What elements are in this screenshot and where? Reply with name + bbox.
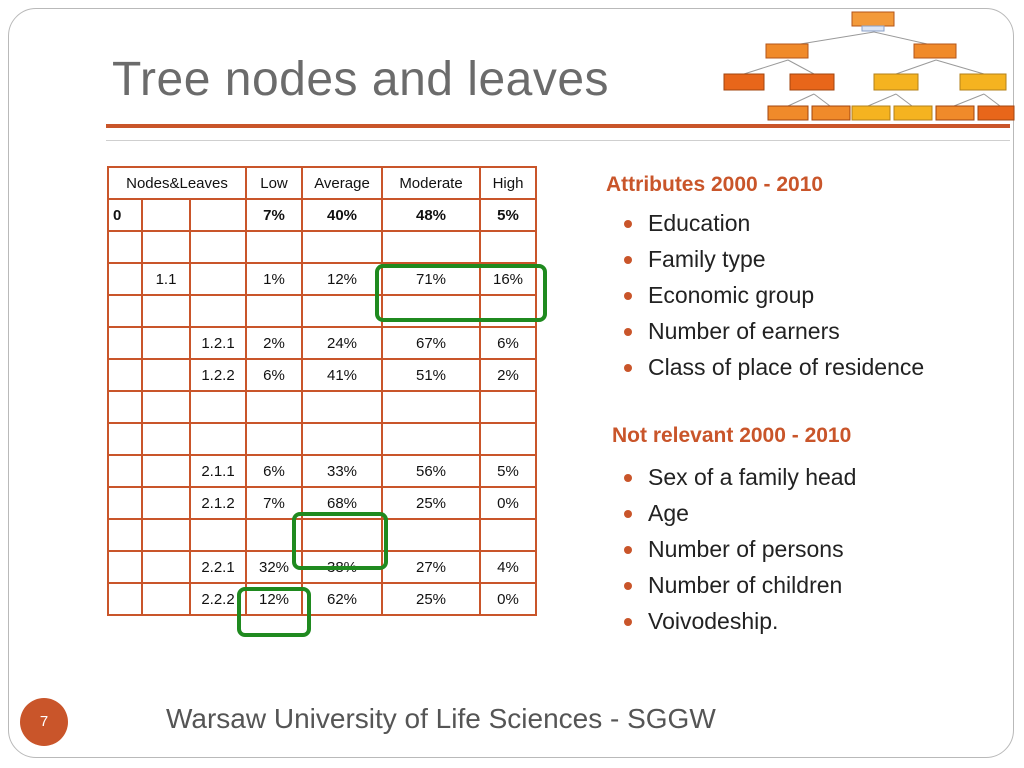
page-number-badge: 7 bbox=[20, 698, 68, 746]
list-item bbox=[622, 277, 924, 313]
table-cell: 33% bbox=[302, 455, 382, 487]
table-row bbox=[108, 359, 536, 391]
table-cell bbox=[302, 391, 382, 423]
table-cell: 62% bbox=[302, 583, 382, 615]
list-item bbox=[622, 603, 856, 639]
table-row bbox=[108, 199, 536, 231]
table-cell: 25% bbox=[382, 487, 480, 519]
table-cell: 51% bbox=[382, 359, 480, 391]
slide-footer: Warsaw University of Life Sciences - SGGW bbox=[166, 703, 716, 734]
table-cell bbox=[142, 423, 190, 455]
list-item-label: Number of earners bbox=[648, 318, 840, 344]
tree-node bbox=[874, 74, 918, 90]
not-relevant-list bbox=[622, 459, 856, 639]
bullet-icon bbox=[624, 546, 632, 554]
table-cell bbox=[302, 423, 382, 455]
table-cell: 2.2.2 bbox=[190, 583, 246, 615]
table-cell bbox=[190, 295, 246, 327]
table-cell: 6% bbox=[246, 359, 302, 391]
table-cell: 5% bbox=[480, 455, 536, 487]
table-cell bbox=[108, 423, 142, 455]
tree-leaf bbox=[978, 106, 1014, 120]
table-cell bbox=[142, 551, 190, 583]
table-cell: 12% bbox=[246, 583, 302, 615]
table-cell: 1.1 bbox=[142, 263, 190, 295]
table-cell: 6% bbox=[246, 455, 302, 487]
table-cell bbox=[142, 199, 190, 231]
table-cell bbox=[108, 551, 142, 583]
list-item bbox=[622, 205, 924, 241]
bullet-icon bbox=[624, 256, 632, 264]
table-cell bbox=[108, 295, 142, 327]
tree-leaf bbox=[812, 106, 850, 120]
table-cell bbox=[142, 391, 190, 423]
table-row bbox=[108, 295, 536, 327]
table-row bbox=[108, 551, 536, 583]
table-cell: 0% bbox=[480, 583, 536, 615]
table-cell bbox=[142, 231, 190, 263]
table-cell bbox=[108, 583, 142, 615]
slide-title: Tree nodes and leaves bbox=[112, 53, 610, 106]
table-cell bbox=[142, 295, 190, 327]
list-item-label: Age bbox=[648, 500, 689, 526]
table-cell bbox=[108, 487, 142, 519]
table-cell: 1.2.1 bbox=[190, 327, 246, 359]
table-row bbox=[108, 519, 536, 551]
table-cell bbox=[302, 231, 382, 263]
table-cell: 32% bbox=[246, 551, 302, 583]
decision-tree-thumbnail bbox=[716, 8, 1016, 126]
table-cell bbox=[246, 391, 302, 423]
table-cell: 24% bbox=[302, 327, 382, 359]
tree-node bbox=[852, 12, 894, 26]
table-cell bbox=[142, 359, 190, 391]
table-cell: 71% bbox=[382, 263, 480, 295]
tree-node bbox=[914, 44, 956, 58]
table-cell: 56% bbox=[382, 455, 480, 487]
table-cell: 40% bbox=[302, 199, 382, 231]
table-cell bbox=[108, 519, 142, 551]
tree-distribution-table bbox=[107, 166, 537, 616]
table-cell: 67% bbox=[382, 327, 480, 359]
table-cell bbox=[190, 519, 246, 551]
table-cell bbox=[108, 455, 142, 487]
table-cell bbox=[302, 519, 382, 551]
list-item bbox=[622, 459, 856, 495]
list-item bbox=[622, 349, 924, 385]
tree-node bbox=[960, 74, 1006, 90]
header-average: Average bbox=[302, 167, 382, 199]
table-cell bbox=[190, 263, 246, 295]
tree-leaf bbox=[936, 106, 974, 120]
table-cell: 7% bbox=[246, 199, 302, 231]
list-item bbox=[622, 567, 856, 603]
table-cell: 38% bbox=[302, 551, 382, 583]
table-cell bbox=[480, 519, 536, 551]
table-cell bbox=[142, 487, 190, 519]
header-high: High bbox=[480, 167, 536, 199]
list-item-label: Sex of a family head bbox=[648, 464, 857, 490]
table-cell bbox=[382, 519, 480, 551]
table-cell bbox=[190, 423, 246, 455]
table-cell bbox=[142, 519, 190, 551]
table-cell bbox=[480, 391, 536, 423]
table-header-row bbox=[108, 167, 536, 199]
table-row bbox=[108, 423, 536, 455]
table-cell: 27% bbox=[382, 551, 480, 583]
table-cell bbox=[246, 519, 302, 551]
table-cell: 2% bbox=[480, 359, 536, 391]
table-cell: 6% bbox=[480, 327, 536, 359]
bullet-icon bbox=[624, 328, 632, 336]
table-cell bbox=[246, 295, 302, 327]
table-cell: 1.2.2 bbox=[190, 359, 246, 391]
table-cell: 4% bbox=[480, 551, 536, 583]
table-cell bbox=[190, 199, 246, 231]
title-divider bbox=[106, 140, 1010, 141]
table-cell bbox=[382, 391, 480, 423]
table-row bbox=[108, 455, 536, 487]
table-cell bbox=[382, 423, 480, 455]
table-cell: 1% bbox=[246, 263, 302, 295]
table-cell: 0 bbox=[108, 199, 142, 231]
header-moderate: Moderate bbox=[382, 167, 480, 199]
table-cell: 41% bbox=[302, 359, 382, 391]
table-cell bbox=[246, 231, 302, 263]
header-low: Low bbox=[246, 167, 302, 199]
table-cell bbox=[382, 295, 480, 327]
tree-node bbox=[724, 74, 764, 90]
list-item bbox=[622, 495, 856, 531]
bullet-icon bbox=[624, 510, 632, 518]
table-cell bbox=[246, 423, 302, 455]
tree-node bbox=[766, 44, 808, 58]
bullet-icon bbox=[624, 582, 632, 590]
table-cell: 16% bbox=[480, 263, 536, 295]
tree-leaf bbox=[894, 106, 932, 120]
table-cell: 25% bbox=[382, 583, 480, 615]
table-row bbox=[108, 327, 536, 359]
table-cell: 7% bbox=[246, 487, 302, 519]
table-row bbox=[108, 487, 536, 519]
tree-leaf bbox=[768, 106, 808, 120]
table-cell bbox=[108, 231, 142, 263]
table-cell: 2.1.2 bbox=[190, 487, 246, 519]
table-cell: 12% bbox=[302, 263, 382, 295]
list-item-label: Economic group bbox=[648, 282, 815, 308]
table-cell bbox=[302, 295, 382, 327]
table-cell bbox=[142, 327, 190, 359]
list-item-label: Number of persons bbox=[648, 536, 844, 562]
table-cell: 2.2.1 bbox=[190, 551, 246, 583]
attributes-list bbox=[622, 205, 924, 385]
table-cell bbox=[382, 231, 480, 263]
table-cell: 0% bbox=[480, 487, 536, 519]
table-row bbox=[108, 263, 536, 295]
tree-node bbox=[790, 74, 834, 90]
bullet-icon bbox=[624, 364, 632, 372]
list-item bbox=[622, 241, 924, 277]
table-cell: 2.1.1 bbox=[190, 455, 246, 487]
tree-leaf bbox=[852, 106, 890, 120]
table-cell bbox=[108, 263, 142, 295]
table-cell bbox=[108, 327, 142, 359]
table-row bbox=[108, 583, 536, 615]
attributes-heading: Attributes 2000 - 2010 bbox=[606, 173, 824, 196]
table-cell: 68% bbox=[302, 487, 382, 519]
table-row bbox=[108, 391, 536, 423]
table-cell: 5% bbox=[480, 199, 536, 231]
list-item-label: Education bbox=[648, 210, 751, 236]
list-item-label: Number of children bbox=[648, 572, 843, 598]
list-item-label: Class of place of residence bbox=[648, 354, 925, 380]
table-cell bbox=[190, 231, 246, 263]
table-cell bbox=[142, 583, 190, 615]
not-relevant-heading: Not relevant 2000 - 2010 bbox=[612, 424, 852, 447]
table-cell bbox=[480, 231, 536, 263]
bullet-icon bbox=[624, 474, 632, 482]
table-cell bbox=[108, 359, 142, 391]
table-cell bbox=[480, 423, 536, 455]
bullet-icon bbox=[624, 618, 632, 626]
table-cell bbox=[142, 455, 190, 487]
list-item bbox=[622, 531, 856, 567]
table-cell: 48% bbox=[382, 199, 480, 231]
table-row bbox=[108, 231, 536, 263]
table-cell bbox=[480, 295, 536, 327]
list-item-label: Family type bbox=[648, 246, 766, 272]
list-item bbox=[622, 313, 924, 349]
list-item-label: Voivodeship. bbox=[648, 608, 779, 634]
table-cell bbox=[108, 391, 142, 423]
bullet-icon bbox=[624, 292, 632, 300]
header-nodes-leaves: Nodes&Leaves bbox=[108, 167, 246, 199]
table-cell bbox=[190, 391, 246, 423]
table-cell: 2% bbox=[246, 327, 302, 359]
bullet-icon bbox=[624, 220, 632, 228]
